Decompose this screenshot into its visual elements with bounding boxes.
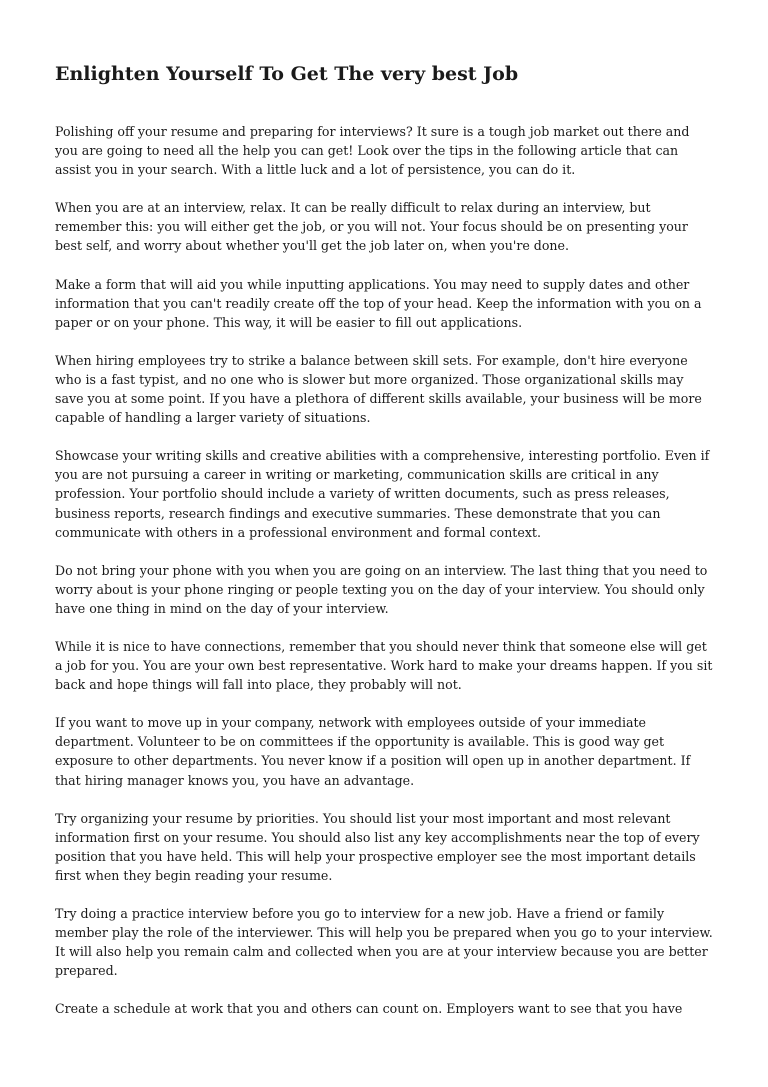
- paragraph: When hiring employees try to strike a balance between skill sets. For example, don't hire everyone who is a fast typist, and no one who is slower but more organized. Those organizational skills may save you at some point. If you have a plethora of different skills available, your business will be more capable of handling a larger variety of situations.: [55, 352, 702, 426]
- paragraph: When you are at an interview, relax. It can be really difficult to relax during an interview, but remember this: you will either get the job, or you will not. Your focus should be on presenting your best self, and worry about whether you'll get the job later on, when you're done.: [55, 200, 688, 254]
- paragraph: Try doing a practice interview before you go to interview for a new job. Have a friend or family member play the role of the interviewer. This will help you be prepared when you go to your interview. It will also help you remain calm and collected when you are at your interview because you are better prepared.: [55, 906, 713, 979]
- paragraph: Try organizing your resume by priorities. You should list your most important and most relevant information first on your resume. You should also list any key accomplishments near the top of every position that you have held. This will help your prospective employer see the most important details first when they begin reading your resume.: [55, 810, 700, 883]
- document-page: [55, 58, 715, 1037]
- paragraph: Make a form that will aid you while inputting applications. You may need to supply dates and other information that you can't readily create off the top of your head. Keep the information with you on a paper or on your phone. This way, it will be easier to fill out applications.: [55, 276, 702, 330]
- paragraph: Create a schedule at work that you and others can count on. Employers want to see that you have: [55, 1001, 683, 1017]
- document-title: Enlighten Yourself To Get The very best Job: [55, 63, 519, 85]
- paragraph: Showcase your writing skills and creative abilities with a comprehensive, interesting portfolio. Even if you are not pursuing a career in writing or marketing, communication skills are critical in any profession. Your portfolio should include a variety of written documents, such as press releases, business reports, research findings and executive summaries. These demonstrate that you can communicate with others in a professional environment and formal context.: [55, 448, 710, 540]
- paragraph: While it is nice to have connections, remember that you should never think that someone else will get a job for you. You are your own best representative. Work hard to make your dreams happen. If you sit back and hope things will fall into place, they probably will not.: [55, 638, 713, 693]
- paragraph: Do not bring your phone with you when you are going on an interview. The last thing that you need to worry about is your phone ringing or people texting you on the day of your interview. You should only have one thing in mind on the day of your interview.: [55, 562, 708, 616]
- paragraph: If you want to move up in your company, network with employees outside of your immediate department. Volunteer to be on committees if the opportunity is available. This is good way get exposure to other departments. You never know if a position will open up in another department. If that hiring manager knows you, you have an advantage.: [55, 715, 691, 788]
- paragraph: Polishing off your resume and preparing for interviews? It sure is a tough job market out there and you are going to need all the help you can get! Look over the tips in the following article that can assist you in your search. With a little luck and a lot of persistence, you can do it.: [55, 124, 690, 178]
